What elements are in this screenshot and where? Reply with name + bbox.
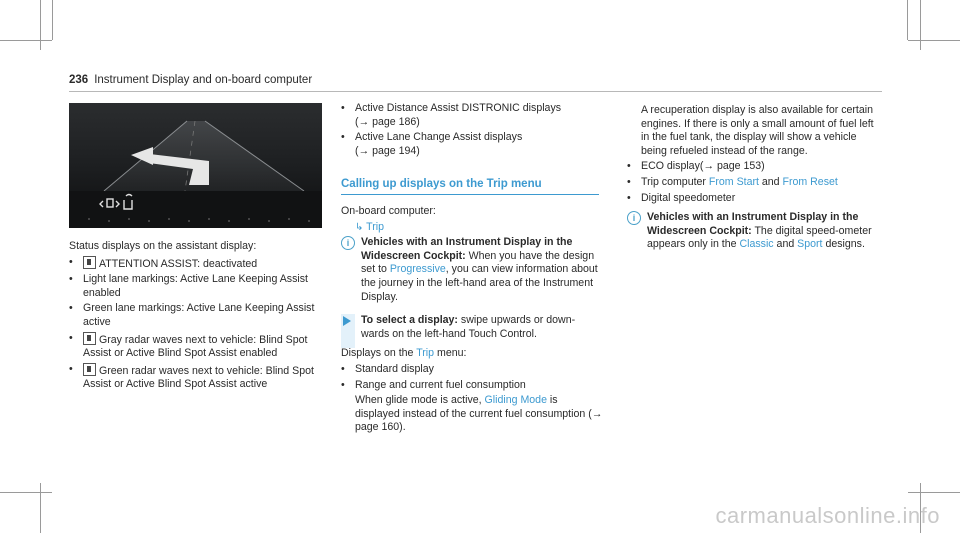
list-item: • Active Distance Assist DISTRONIC displays (→ page 186) bbox=[341, 102, 562, 128]
radar-waves-icon bbox=[83, 363, 96, 376]
glide-note: When glide mode is active, Gliding Mode is displayed instead of the current fuel consumption (→ page 160). bbox=[355, 394, 603, 434]
watermark: carmanualsonline.info bbox=[715, 503, 940, 528]
crop-mark bbox=[0, 492, 52, 493]
attention-assist-icon bbox=[83, 256, 96, 269]
status-intro: Status displays on the assistant display: bbox=[69, 240, 257, 252]
list-item: • ECO display(→ page 153) bbox=[627, 160, 765, 173]
trip-menu-link[interactable]: Trip bbox=[366, 220, 385, 233]
from-start-link[interactable]: From Start bbox=[708, 175, 759, 188]
crop-mark bbox=[907, 0, 908, 40]
section-heading: Calling up displays on the Trip menu bbox=[341, 178, 599, 195]
column-3 bbox=[627, 102, 882, 254]
header-rule bbox=[69, 91, 882, 92]
assistant-display-image bbox=[69, 103, 322, 228]
page-header bbox=[69, 74, 312, 86]
recuperation-text: A recuperation display is also available for certain engines. If there is only a small amount of fuel left in the fuel tank, the display will show a vehicle being refueled instead of the range. bbox=[641, 104, 874, 157]
radar-waves-icon bbox=[83, 332, 96, 345]
step-arrow-icon bbox=[343, 316, 351, 326]
info-note: i Vehicles with an Instrument Display in the Widescreen Cockpit: The digital speed-ometer appears only in the Classic and Sport designs. bbox=[627, 211, 882, 252]
column-1 bbox=[69, 238, 319, 394]
progressive-link[interactable]: Progressive bbox=[389, 263, 446, 276]
crop-mark bbox=[920, 0, 921, 50]
crop-mark bbox=[40, 0, 41, 50]
menu-arrow-icon: ↳ bbox=[355, 221, 364, 233]
sport-link[interactable]: Sport bbox=[797, 238, 823, 251]
crop-mark bbox=[40, 483, 41, 533]
list-item: • Standard display bbox=[341, 362, 434, 375]
onboard-label: On-board computer: bbox=[341, 204, 436, 217]
menu-path bbox=[341, 221, 603, 235]
classic-link[interactable]: Classic bbox=[739, 238, 774, 251]
list-item: • ATTENTION ASSIST: deactivated bbox=[69, 255, 258, 270]
list-item: • Light lane markings: Active Lane Keeping Assist enabled bbox=[69, 273, 308, 299]
page-ref: (→ page 186) bbox=[355, 115, 420, 128]
crop-mark bbox=[908, 492, 960, 493]
gliding-mode-link[interactable]: Gliding Mode bbox=[484, 394, 547, 407]
list-item: • Range and current fuel consumption bbox=[341, 378, 526, 391]
crop-mark bbox=[908, 40, 960, 41]
crop-mark bbox=[52, 0, 53, 40]
info-icon: i bbox=[627, 211, 641, 225]
column-2 bbox=[341, 102, 603, 437]
from-reset-link[interactable]: From Reset bbox=[782, 175, 838, 188]
instruction-step: To select a display: swipe upwards or down-wards on the left-hand Touch Control. bbox=[341, 314, 603, 341]
info-note: i Vehicles with an Instrument Display in the Widescreen Cockpit: When you have the design set to Progressive, you can view information about the journey in the left-hand area of the Instrument Display. bbox=[341, 236, 603, 304]
list-item: • Green lane markings: Active Lane Keeping Assist active bbox=[69, 302, 315, 328]
page-title: Instrument Display and on-board computer bbox=[94, 74, 313, 86]
crop-mark bbox=[0, 40, 52, 41]
trip-link[interactable]: Trip bbox=[416, 347, 435, 360]
page-ref: (→ page 194) bbox=[355, 144, 420, 157]
info-icon: i bbox=[341, 236, 355, 250]
list-item: • Trip computer From Start and From Reset bbox=[627, 175, 838, 188]
page-number: 236 bbox=[69, 74, 89, 86]
list-item: • Active Lane Change Assist displays (→ page 194) bbox=[341, 131, 523, 157]
list-item: • Digital speedometer bbox=[627, 191, 736, 204]
list-item: • Gray radar waves next to vehicle: Blind Spot Assist or Active Blind Spot Assist enabled bbox=[69, 331, 308, 360]
list-item: • Green radar waves next to vehicle: Blind Spot Assist or Active Blind Spot Assist active bbox=[69, 362, 314, 391]
displays-line: Displays on the Trip menu: bbox=[341, 347, 467, 360]
